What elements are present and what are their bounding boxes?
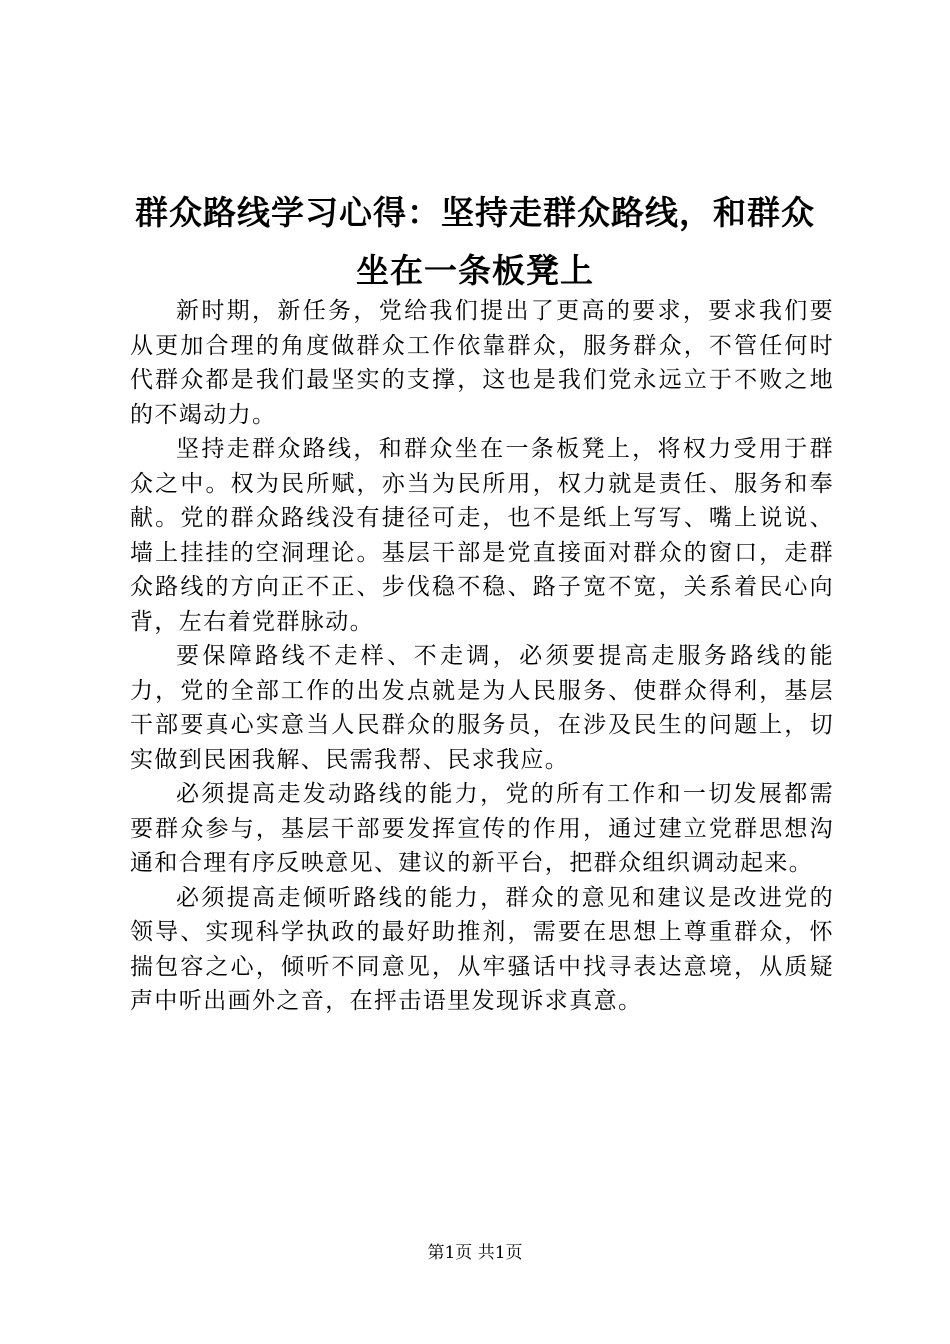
paragraph-4: 必须提高走发动路线的能力，党的所有工作和一切发展都需要群众参与，基层干部要发挥宣传的作用，通过建立党群思想沟通和合理有序反映意见、建议的新平台，把群众组织调动起来。 [130, 781, 834, 876]
document-body [130, 294, 834, 1019]
paragraph-2: 坚持走群众路线，和群众坐在一条板凳上，将权力受用于群众之中。权为民所赋，亦当为民所用，权力就是责任、服务和奉献。党的群众路线没有捷径可走，也不是纸上写写、嘴上说说、墙上挂挂的空洞理论。基层干部是党直接面对群众的窗口，走群众路线的方向正不正、步伐稳不稳、路子宽不宽，关系着民心向背，左右着党群脉动。 [130, 436, 834, 635]
document-title: 群众路线学习心得：坚持走群众路线，和群众坐在一条板凳上 [135, 193, 815, 290]
paragraph-5: 必须提高走倾听路线的能力，群众的意见和建议是改进党的领导、实现科学执政的最好助推剂，需要在思想上尊重群众，怀揣包容之心，倾听不同意见，从牢骚话中找寻表达意境，从质疑声中听出画外之音，在抨击语里发现诉求真意。 [130, 884, 834, 1014]
paragraph-3: 要保障路线不走样、不走调，必须要提高走服务路线的能力，党的全部工作的出发点就是为人民服务、使群众得利，基层干部要真心实意当人民群众的服务员，在涉及民生的问题上，切实做到民困我解、民需我帮、民求我应。 [130, 643, 834, 773]
paragraph-1: 新时期，新任务，党给我们提出了更高的要求，要求我们要从更加合理的角度做群众工作依靠群众，服务群众，不管任何时代群众都是我们最坚实的支撑，这也是我们党永远立于不败之地的不竭动力。 [130, 298, 834, 428]
page-footer: 第1页 共1页 [427, 1243, 523, 1263]
